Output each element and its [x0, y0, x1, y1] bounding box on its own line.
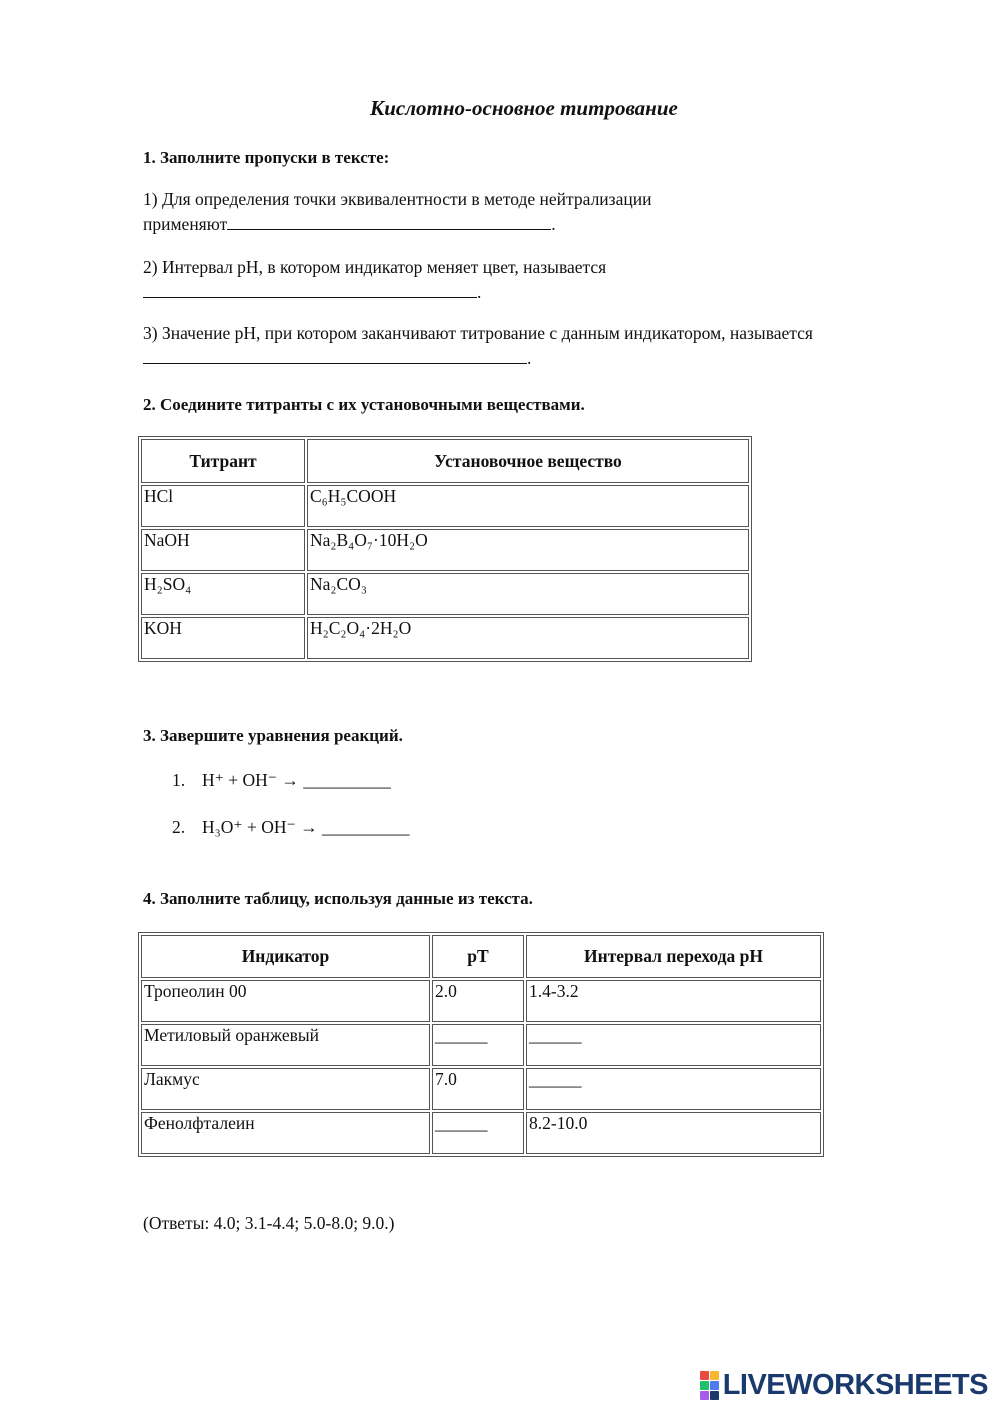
question-3	[143, 321, 963, 371]
table-row	[141, 617, 749, 659]
titrant-cell[interactable]: H₂SO₄	[141, 573, 305, 615]
substance-cell[interactable]: H₂C₂O₄·2H₂O	[307, 617, 749, 659]
equation-text[interactable]: H⁺ + OH⁻ → __________	[202, 770, 391, 790]
logo-text: LIVEWORKSHEETS	[722, 1369, 988, 1401]
titrant-cell[interactable]: NaOH	[141, 529, 305, 571]
indicator-name: Лакмус	[141, 1068, 430, 1110]
liveworksheets-logo[interactable]	[700, 1369, 988, 1402]
table-row	[141, 980, 821, 1022]
question-1	[143, 187, 943, 237]
table-row	[141, 1068, 821, 1110]
question-2-line1: 2) Интервал pH, в котором индикатор меняет цвет, называется	[143, 257, 607, 277]
table-row	[141, 573, 749, 615]
table-header-row	[141, 439, 749, 483]
substance-cell[interactable]: Na₂CO₃	[307, 573, 749, 615]
table-row	[141, 1024, 821, 1066]
equation-text[interactable]: H₃O⁺ + OH⁻ → __________	[202, 817, 410, 837]
table-row	[141, 485, 749, 527]
question-2	[143, 255, 943, 305]
page-title: Кислотно-основное титрование	[370, 96, 678, 120]
logo-icon	[700, 1371, 719, 1400]
substance-cell[interactable]: C₆H₅COOH	[307, 485, 749, 527]
header-standard-substance: Установочное вещество	[307, 439, 749, 483]
indicator-table	[138, 932, 824, 1157]
substance-cell[interactable]: Na₂B₄O₇·10H₂O	[307, 529, 749, 571]
table-header-row	[141, 935, 821, 978]
question-3-line2: .	[143, 346, 963, 371]
equation-2	[172, 817, 410, 838]
question-1-line2: применяют .	[143, 214, 556, 234]
titrant-cell[interactable]: KOH	[141, 617, 305, 659]
equation-1	[172, 770, 391, 791]
answer-blank-1[interactable]	[227, 213, 551, 230]
table-row	[141, 1112, 821, 1154]
interval-cell[interactable]: ______	[526, 1068, 821, 1110]
pt-cell: 7.0	[432, 1068, 524, 1110]
table-row	[141, 529, 749, 571]
section2-heading: 2. Соедините титранты с их установочными веществами.	[143, 395, 585, 414]
titrant-table	[138, 436, 752, 662]
header-transition-interval: Интервал перехода pH	[526, 935, 821, 978]
interval-cell[interactable]: ______	[526, 1024, 821, 1066]
section3-heading: 3. Завершите уравнения реакций.	[143, 726, 403, 745]
equation-number: 1.	[172, 770, 186, 790]
question-2-line2: .	[143, 280, 943, 305]
titrant-cell[interactable]: HCl	[141, 485, 305, 527]
answer-blank-2[interactable]	[143, 281, 477, 298]
question-1-line1: 1) Для определения точки эквивалентности в методе нейтрализации	[143, 189, 652, 209]
interval-cell: 1.4-3.2	[526, 980, 821, 1022]
equation-number: 2.	[172, 817, 186, 837]
indicator-name: Метиловый оранжевый	[141, 1024, 430, 1066]
header-indicator: Индикатор	[141, 935, 430, 978]
header-titrant: Титрант	[141, 439, 305, 483]
header-pt: pT	[432, 935, 524, 978]
answers-note: (Ответы: 4.0; 3.1-4.4; 5.0-8.0; 9.0.)	[143, 1213, 395, 1233]
pt-cell[interactable]: ______	[432, 1112, 524, 1154]
pt-cell[interactable]: ______	[432, 1024, 524, 1066]
question-3-line1: 3) Значение pH, при котором заканчивают титрование с данным индикатором, называется	[143, 323, 813, 343]
interval-cell: 8.2-10.0	[526, 1112, 821, 1154]
indicator-name: Фенолфталеин	[141, 1112, 430, 1154]
section4-heading: 4. Заполните таблицу, используя данные из текста.	[143, 889, 533, 908]
pt-cell: 2.0	[432, 980, 524, 1022]
answer-blank-3[interactable]	[143, 347, 527, 364]
section1-heading: 1. Заполните пропуски в тексте:	[143, 148, 390, 167]
indicator-name: Тропеолин 00	[141, 980, 430, 1022]
